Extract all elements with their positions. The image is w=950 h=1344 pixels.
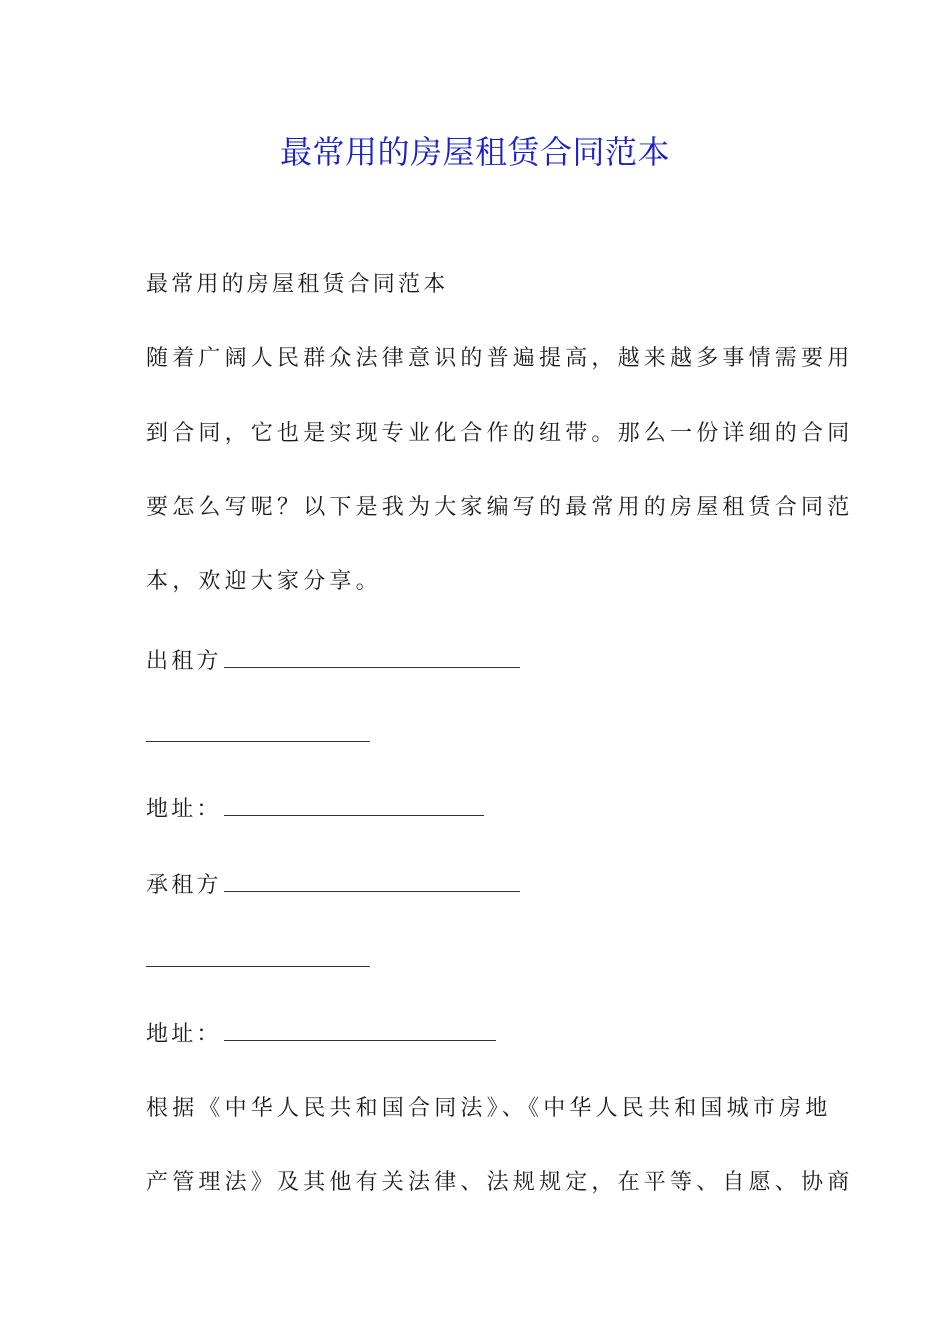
lessor-address-blank[interactable] <box>224 793 484 816</box>
lessee-address-row <box>146 1018 496 1050</box>
intro-line-2: 到合同，它也是实现专业化合作的纽带。那么一份详细的合同 <box>146 421 854 446</box>
intro-line-1: 随着广阔人民群众法律意识的普遍提高，越来越多事情需要用 <box>146 346 854 371</box>
lessee-row <box>146 869 520 901</box>
lessee-blank[interactable] <box>224 869 520 892</box>
lessee-label: 承租方 <box>146 873 222 898</box>
document-subtitle: 最常用的房屋租赁合同范本 <box>146 272 449 297</box>
lessee-address-label: 地址： <box>146 1022 222 1047</box>
document-title: 最常用的房屋租赁合同范本 <box>279 133 670 171</box>
lessee-address-blank[interactable] <box>224 1018 496 1041</box>
lessor-extra-blank[interactable] <box>146 741 370 742</box>
lessee-extra-blank[interactable] <box>146 966 370 967</box>
lessor-label: 出租方 <box>146 649 222 674</box>
intro-line-4: 本，欢迎大家分享。 <box>146 569 382 594</box>
basis-line-1: 根据《中华人民共和国合同法》、《中华人民共和国城市房地 <box>146 1096 832 1121</box>
lessor-address-row <box>146 793 484 825</box>
intro-line-3: 要怎么写呢？以下是我为大家编写的最常用的房屋租赁合同范 <box>146 495 854 520</box>
lessor-address-label: 地址： <box>146 797 222 822</box>
lessor-blank[interactable] <box>224 645 520 668</box>
lessor-row <box>146 645 520 677</box>
basis-line-2: 产管理法》及其他有关法律、法规规定，在平等、自愿、协商 <box>146 1170 854 1195</box>
